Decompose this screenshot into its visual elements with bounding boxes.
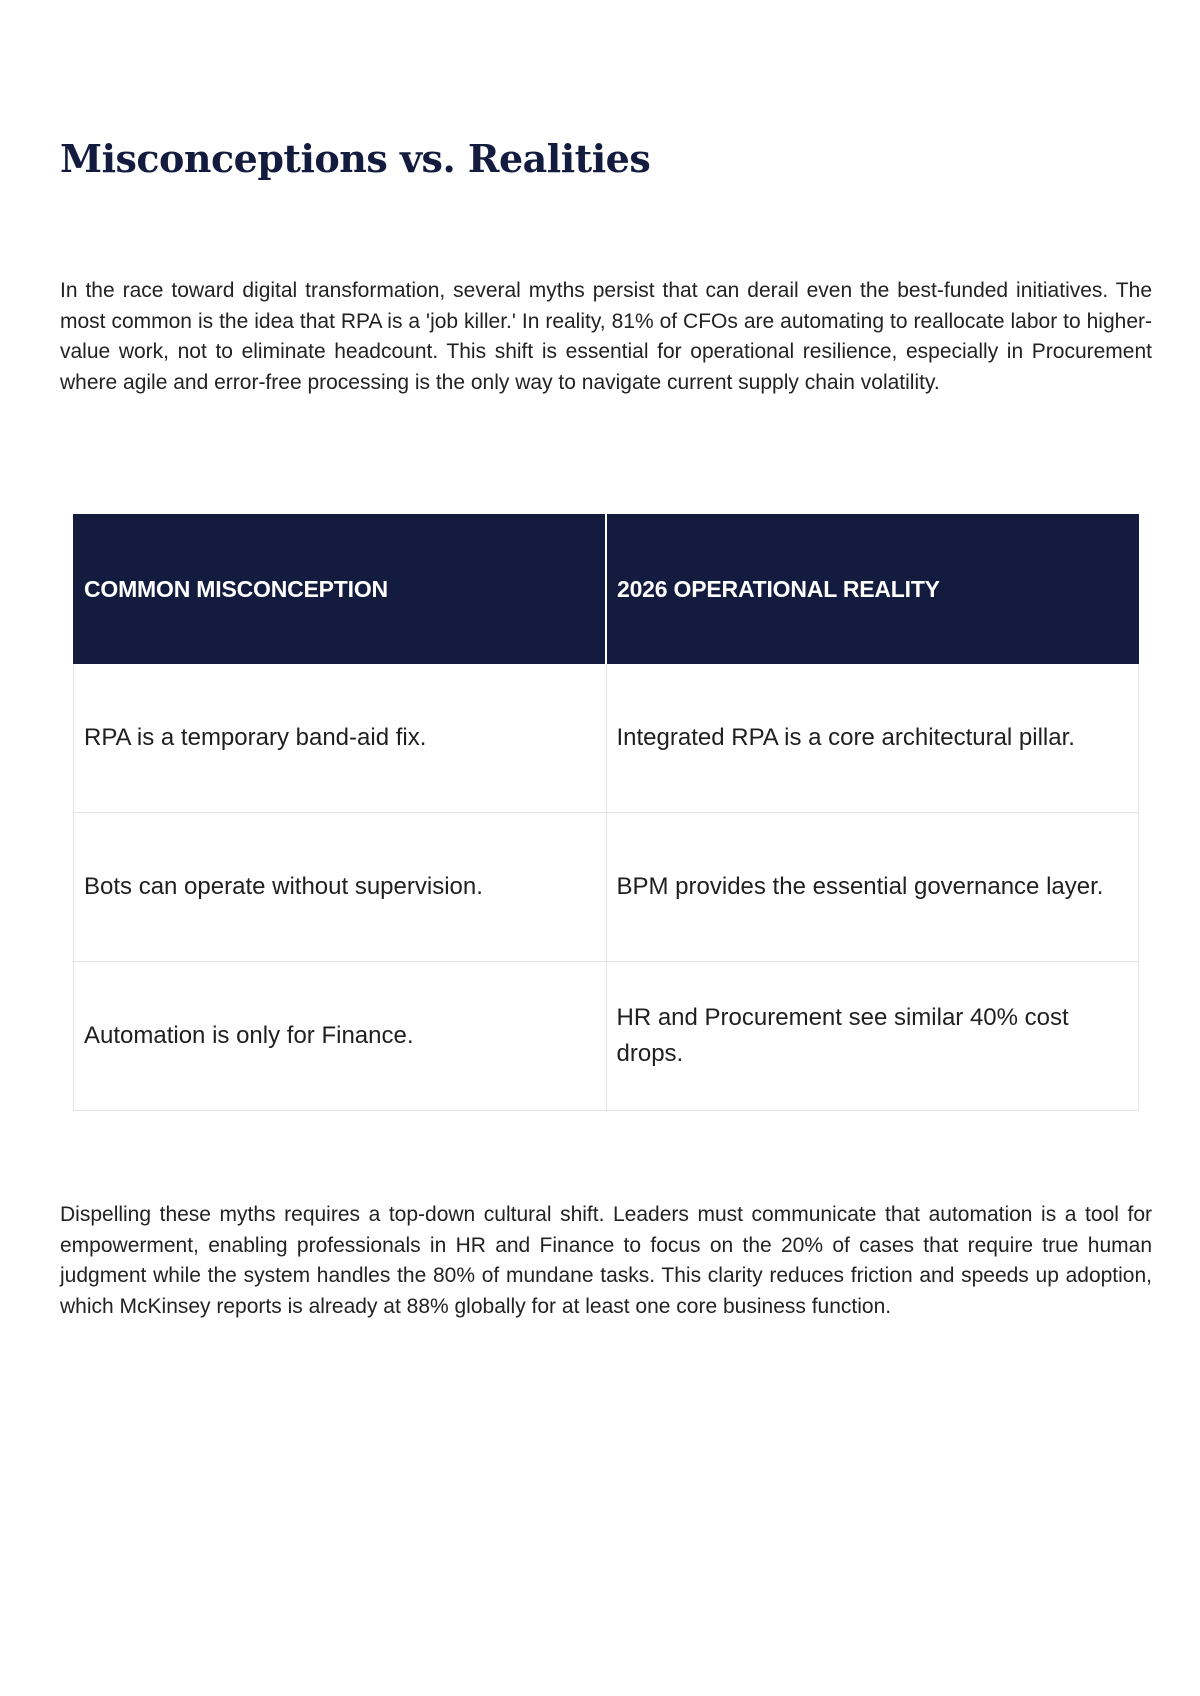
- misconception-cell: Automation is only for Finance.: [74, 962, 607, 1111]
- table-row: [74, 664, 1139, 813]
- table-row: [74, 813, 1139, 962]
- reality-cell: BPM provides the essential governance layer.: [606, 813, 1139, 962]
- table-header-row: [74, 515, 1139, 664]
- misconception-cell: Bots can operate without supervision.: [74, 813, 607, 962]
- table-row: [74, 962, 1139, 1111]
- reality-cell: HR and Procurement see similar 40% cost drops.: [606, 962, 1139, 1111]
- comparison-table: [73, 514, 1139, 1111]
- column-header-reality: 2026 OPERATIONAL REALITY: [606, 515, 1139, 664]
- reality-cell: Integrated RPA is a core architectural pillar.: [606, 664, 1139, 813]
- misconception-cell: RPA is a temporary band-aid fix.: [74, 664, 607, 813]
- intro-paragraph: In the race toward digital transformation, several myths persist that can derail even the best-funded initiatives. The most common is the idea that RPA is a 'job killer.' In reality, 81% of CFOs are automating to reallocate labor to higher-value work, not to eliminate headcount. This shift is essential for operational resilience, especially in Procurement where agile and error-free processing is the only way to navigate current supply chain volatility.: [60, 279, 1152, 394]
- outro-paragraph: Dispelling these myths requires a top-down cultural shift. Leaders must communicate that automation is a tool for empowerment, enabling professionals in HR and Finance to focus on the 20% of cases that require true human judgment while the system handles the 80% of mundane tasks. This clarity reduces friction and speeds up adoption, which McKinsey reports is already at 88% globally for at least one core business function.: [60, 1203, 1152, 1318]
- page-title: Misconceptions vs. Realities: [60, 136, 651, 181]
- column-header-misconception: COMMON MISCONCEPTION: [74, 515, 607, 664]
